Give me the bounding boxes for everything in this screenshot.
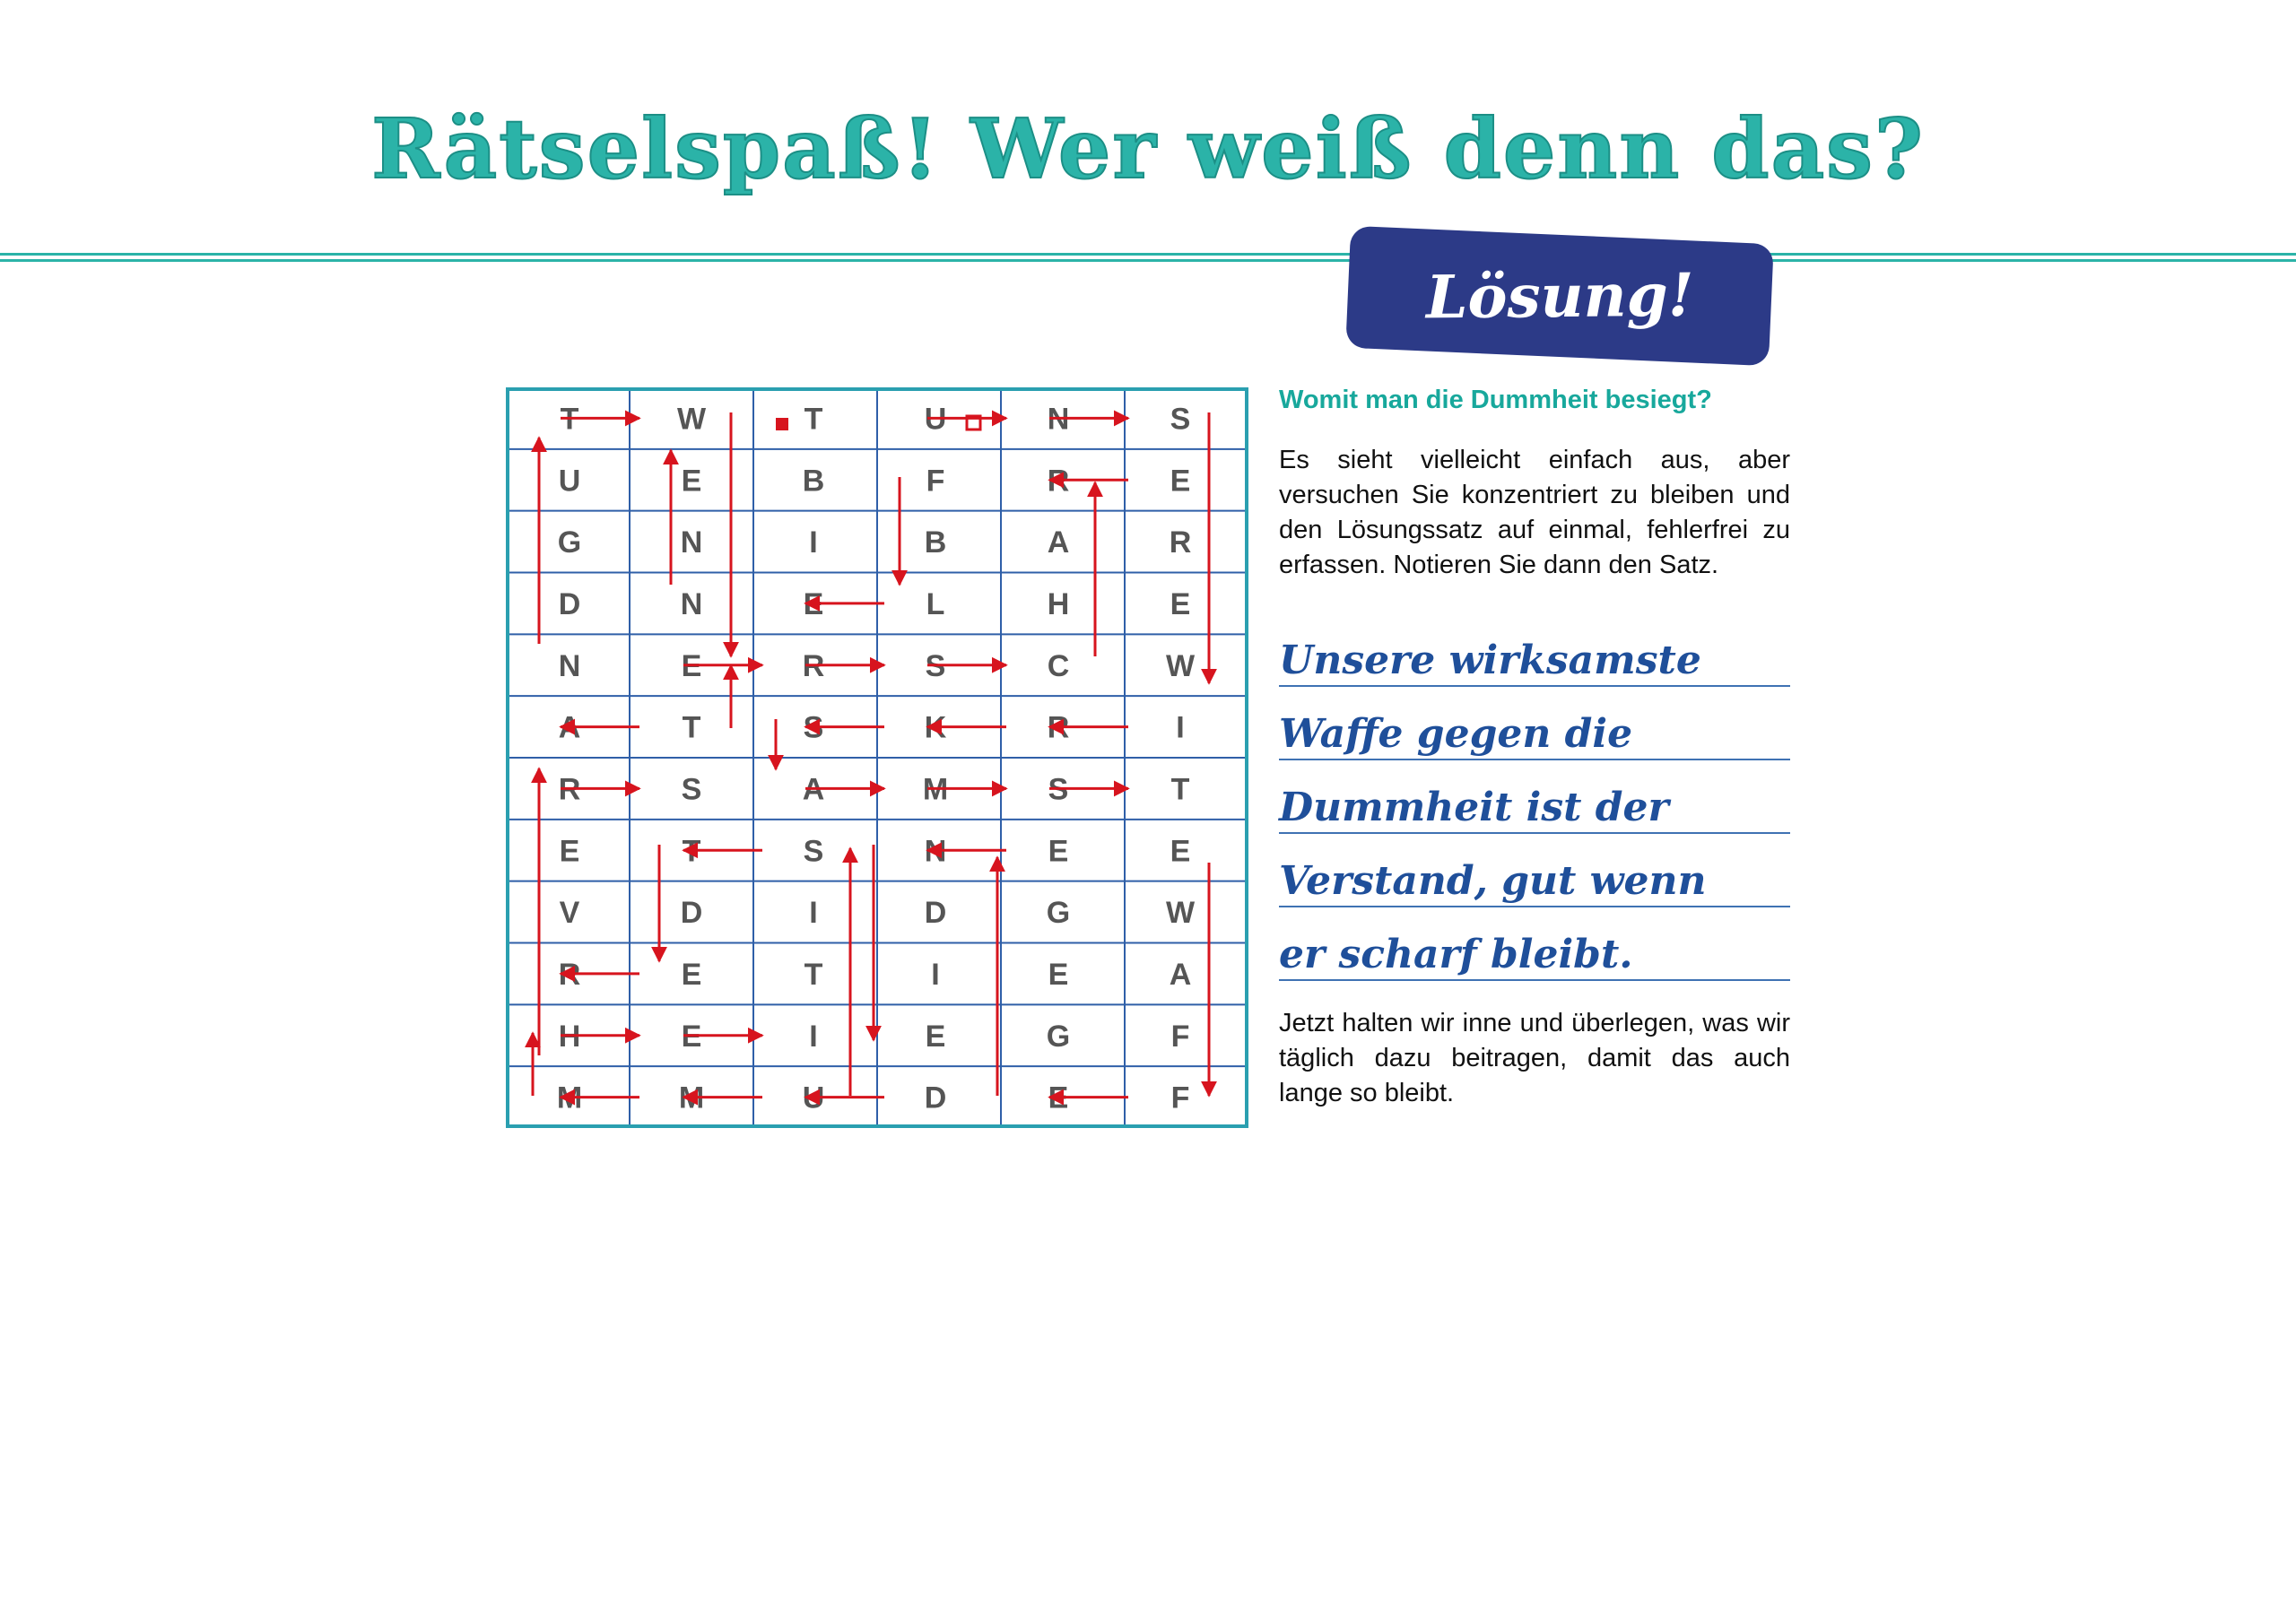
solution-badge	[1345, 226, 1773, 366]
letter-grid	[506, 387, 1248, 1128]
grid-letter: I	[1176, 710, 1185, 745]
answer-line-1	[1279, 612, 1790, 687]
grid-letter: E	[803, 586, 824, 621]
grid-letter: E	[559, 834, 580, 869]
grid-letter: R	[1169, 525, 1192, 560]
grid-letter: S	[925, 648, 946, 683]
grid-letter: C	[1047, 648, 1070, 683]
grid-letter: N	[1047, 402, 1070, 437]
answer-text-3: Dummheit ist der	[1279, 785, 1669, 830]
grid-letter: N	[558, 648, 581, 683]
grid-letter: B	[924, 525, 947, 560]
puzzle-instructions: Es sieht vielleicht einfach aus, aber versuchen Sie konzentriert zu bleiben und den Lösungssatz auf einmal, fehlerfrei zu erfassen. Notieren Sie dann den Satz.	[1279, 446, 1790, 579]
grid-letter: D	[924, 1081, 947, 1115]
grid-letter: T	[560, 402, 579, 437]
grid-letter: U	[924, 402, 947, 437]
grid-letter: M	[678, 1081, 705, 1115]
grid-letter: U	[802, 1081, 825, 1115]
grid-letter: H	[1047, 586, 1070, 621]
grid-letter: H	[558, 1019, 581, 1054]
grid-letter: B	[802, 464, 825, 499]
grid-letter: G	[557, 525, 582, 560]
grid-letter: G	[1046, 1019, 1071, 1054]
grid-letter: R	[1047, 710, 1070, 745]
grid-letter: E	[1048, 957, 1069, 992]
grid-letter: G	[1046, 896, 1071, 931]
grid-letter: N	[680, 586, 703, 621]
grid-letter: U	[558, 464, 581, 499]
grid-letter: E	[1048, 834, 1069, 869]
answer-line-5	[1279, 906, 1790, 981]
grid-letter: T	[1170, 772, 1190, 807]
grid-letter: E	[1170, 586, 1191, 621]
grid-letter: N	[924, 834, 947, 869]
grid-letter: R	[558, 957, 581, 992]
title-rule-bottom	[0, 259, 2296, 262]
grid-letter: R	[1047, 464, 1070, 499]
grid-letter: L	[926, 586, 945, 621]
grid-letter: E	[681, 648, 702, 683]
grid-letter: F	[1170, 1019, 1190, 1054]
answer-line-3	[1279, 759, 1790, 834]
answer-text-2: Waffe gegen die	[1279, 711, 1633, 757]
grid-letter: W	[676, 402, 707, 437]
grid-letter: I	[809, 1019, 818, 1054]
grid-letter: S	[1170, 402, 1191, 437]
grid-letter: V	[559, 896, 580, 931]
grid-letter: K	[924, 710, 947, 745]
page-title: Rätselspaß! Wer weiß denn das?	[371, 100, 1925, 197]
grid-letter: D	[558, 586, 581, 621]
grid-letter: M	[556, 1081, 583, 1115]
grid-letter: E	[1170, 834, 1191, 869]
grid-letter: S	[803, 710, 824, 745]
grid-letter: E	[1170, 464, 1191, 499]
title-rule-top	[0, 253, 2296, 256]
grid-letter: S	[803, 834, 824, 869]
solution-badge-label: Lösung!	[1425, 259, 1694, 333]
grid-letter: E	[681, 1019, 702, 1054]
grid-letter: R	[558, 772, 581, 807]
grid-letter: I	[809, 525, 818, 560]
grid-letter: T	[682, 834, 701, 869]
grid-letter: E	[681, 957, 702, 992]
grid-letter: A	[1047, 525, 1070, 560]
grid-letter: I	[931, 957, 940, 992]
grid-letter: S	[1048, 772, 1069, 807]
grid-letter: W	[1165, 896, 1196, 931]
closing-text: Jetzt halten wir inne und überlegen, was wir täglich dazu beitragen, damit das auch lange so bleibt.	[1279, 1009, 1790, 1107]
grid-letter: M	[922, 772, 949, 807]
answer-line-2	[1279, 685, 1790, 760]
grid-letter: W	[1165, 648, 1196, 683]
puzzle-question: Womit man die Dummheit besiegt?	[1279, 386, 1712, 414]
grid-letter: T	[804, 957, 823, 992]
answer-text-5: er scharf bleibt.	[1279, 932, 1633, 977]
start-marker	[776, 418, 788, 430]
grid-letter: A	[558, 710, 581, 745]
grid-letter: S	[681, 772, 702, 807]
grid-letter: T	[682, 710, 701, 745]
grid-letter: N	[680, 525, 703, 560]
grid-letter: A	[802, 772, 825, 807]
answer-text-4: Verstand, gut wenn	[1279, 858, 1707, 904]
grid-letter: T	[804, 402, 823, 437]
grid-letter: A	[1169, 957, 1192, 992]
grid-letter: D	[680, 896, 703, 931]
grid-letter: F	[926, 464, 945, 499]
answer-line-4	[1279, 832, 1790, 907]
answer-text-1: Unsere wirksamste	[1279, 638, 1701, 683]
grid-letter: I	[809, 896, 818, 931]
letter-grid-svg	[506, 387, 1248, 1128]
grid-letter: D	[924, 896, 947, 931]
grid-letter: E	[1048, 1081, 1069, 1115]
grid-letter: E	[925, 1019, 946, 1054]
grid-letter: E	[681, 464, 702, 499]
grid-letter: F	[1170, 1081, 1190, 1115]
grid-letter: R	[802, 648, 825, 683]
